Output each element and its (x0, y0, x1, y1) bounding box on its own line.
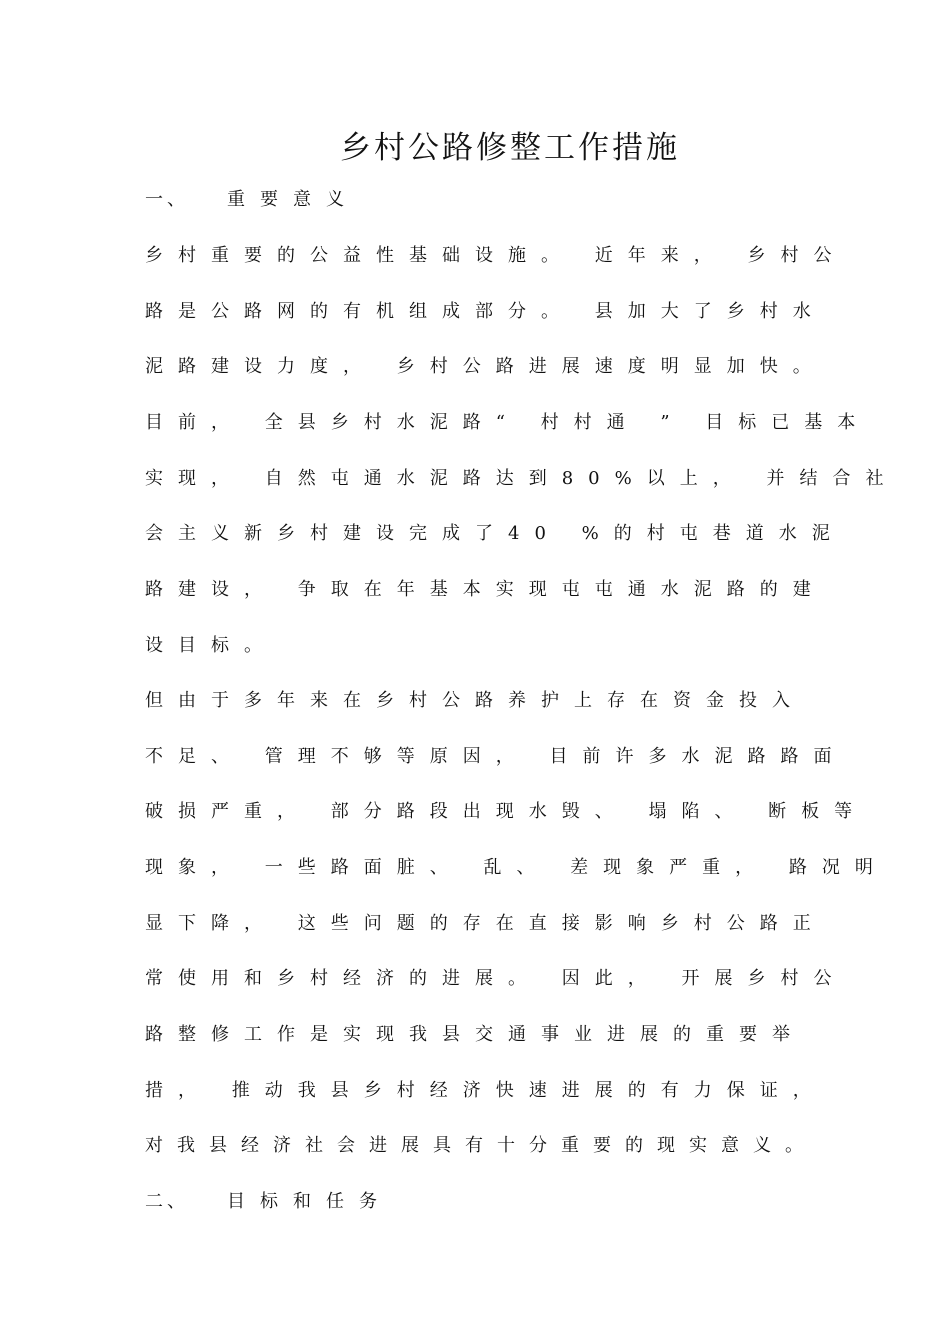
section-number: 二、 (145, 1191, 189, 1212)
paragraph-line: 泥路建设力度， 乡村公路进展速度明显加快。 (145, 356, 826, 377)
paragraph-line: 乡村重要的公益性基础设施。 近年来， 乡村公 (145, 245, 847, 266)
paragraph-line: 但由于多年来在乡村公路养护上存在资金投入 (145, 690, 805, 711)
paragraph-line: 设目标。 (145, 635, 277, 656)
section-heading-2 (145, 1190, 845, 1214)
paragraph-line: 常使用和乡村经济的进展。 因此， 开展乡村公 (145, 968, 847, 989)
paragraph-line: 路整修工作是实现我县交通事业进展的重要举 (145, 1024, 805, 1045)
paragraph-line: 显下降， 这些问题的存在直接影响乡村公路正 (145, 913, 826, 934)
paragraph-line: 路建设， 争取在年基本实现屯屯通水泥路的建 (145, 579, 826, 600)
paragraph-line: 目前， 全县乡村水泥路“ 村村通 ” 目标已基本 (145, 412, 871, 433)
paragraph-line: 会主义新乡村建设完成了40 %的村屯巷道水泥 (145, 523, 845, 544)
paragraph-line: 不足、 管理不够等原因， 目前许多水泥路路面 (145, 746, 847, 767)
paragraph-line: 现象， 一些路面脏、 乱、 差现象严重， 路况明 (145, 857, 888, 878)
paragraph-line: 实现， 自然屯通水泥路达到80%以上， 并结合社 (145, 468, 899, 489)
paragraph-line: 路是公路网的有机组成部分。 县加大了乡村水 (145, 301, 826, 322)
section-title: 目标和任务 (227, 1191, 392, 1212)
document-title: 乡村公路修整工作措施 (340, 130, 680, 166)
section-heading-1 (145, 188, 845, 212)
paragraph-line: 措， 推动我县乡村经济快速进展的有力保证， (145, 1080, 826, 1101)
paragraph-line: 破损严重， 部分路段出现水毁、 塌陷、 断板等 (145, 801, 868, 822)
section-number: 一、 (145, 189, 189, 210)
section-title: 重要意义 (227, 189, 359, 210)
paragraph-line: 对我县经济社会进展具有十分重要的现实意义。 (145, 1135, 817, 1156)
